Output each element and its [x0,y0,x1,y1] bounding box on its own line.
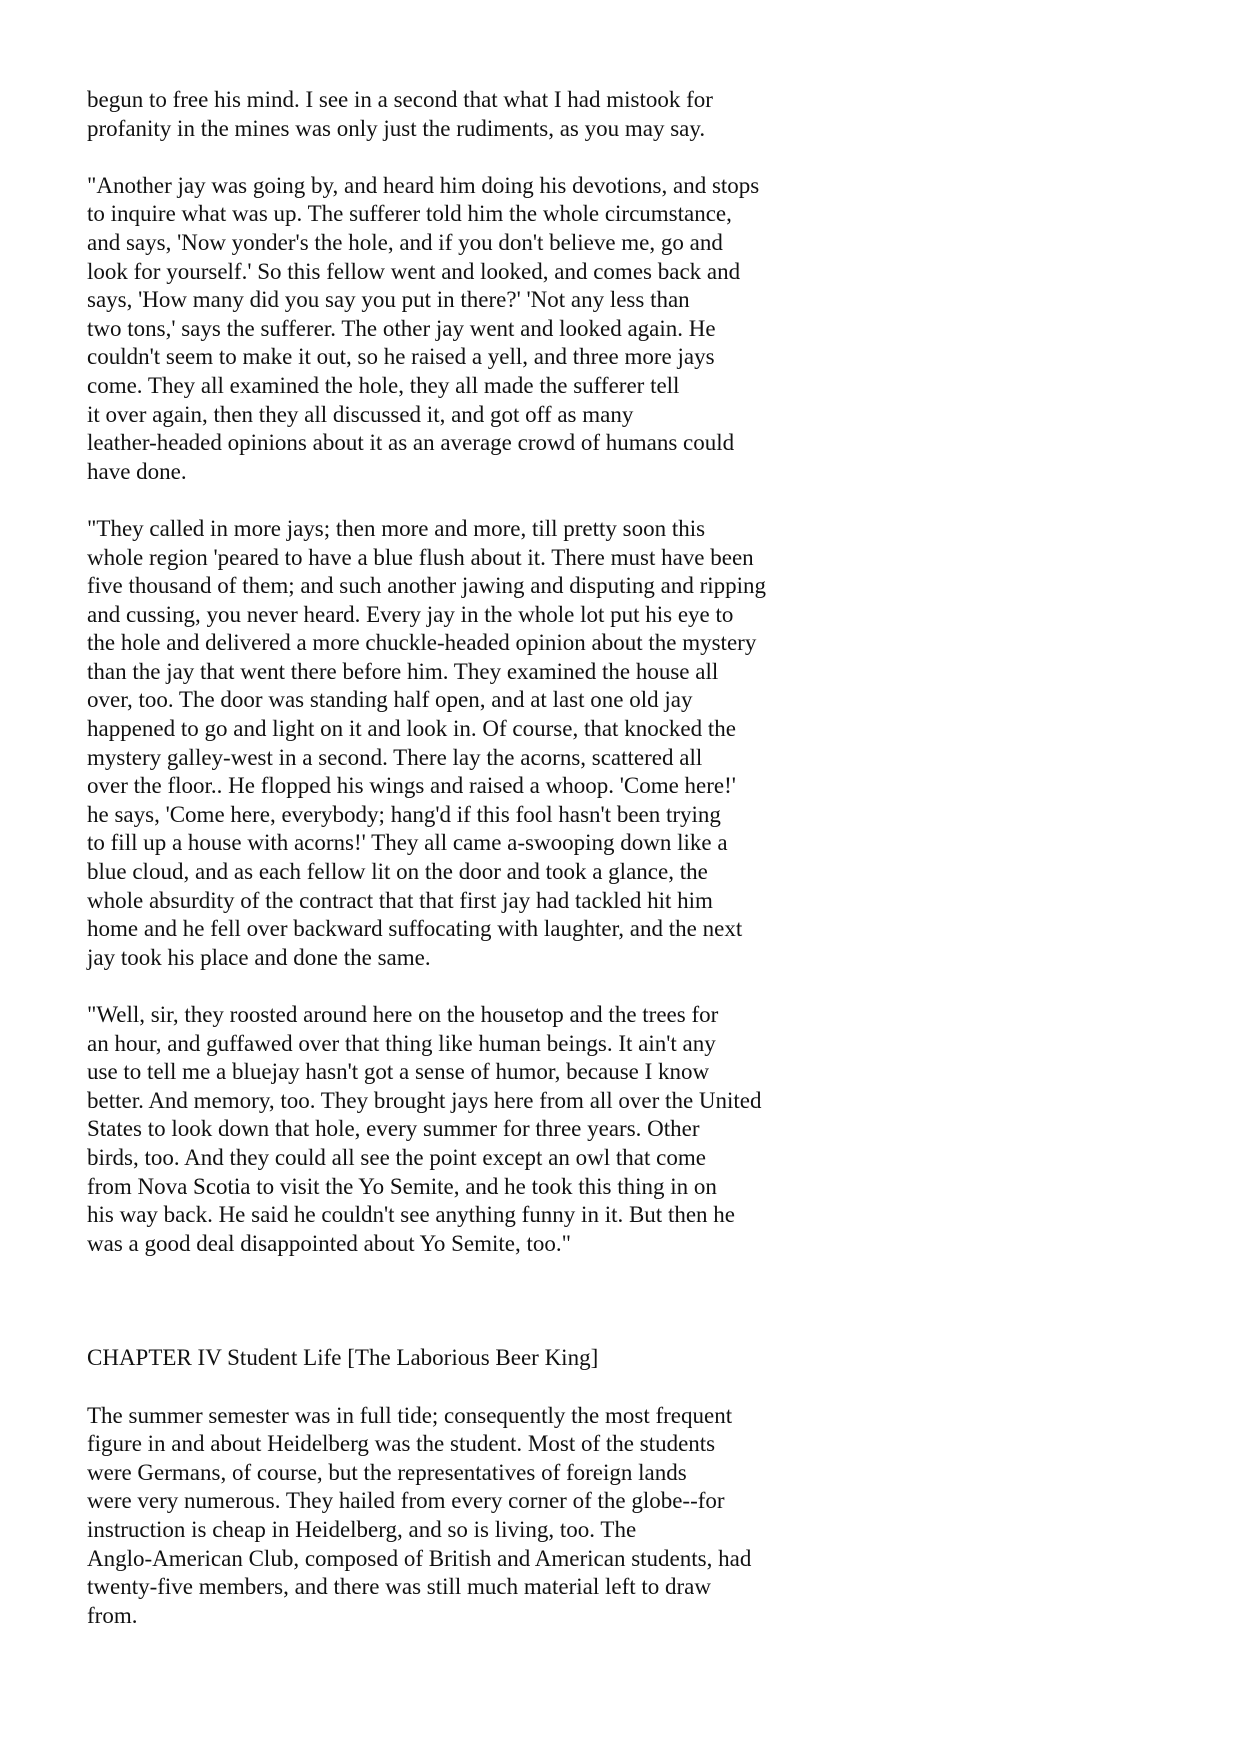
text-line: "They called in more jays; then more and more, till pretty soon this [87,515,706,541]
text-line: was a good deal disappointed about Yo Semite, too." [87,1230,572,1256]
text-line: over the floor.. He flopped his wings and raised a whoop. 'Come here!' [87,773,736,799]
chapter-section [87,1344,1087,1630]
text-line: instruction is cheap in Heidelberg, and so is living, too. The [87,1516,637,1542]
text-line: profanity in the mines was only just the rudiments, as you may say. [87,115,706,141]
text-line: five thousand of them; and such another jawing and disputing and ripping [87,573,767,599]
text-line: twenty-five members, and there was still much material left to draw [87,1574,711,1600]
text-line: Anglo-American Club, composed of British and American students, had [87,1545,752,1571]
text-line: says, 'How many did you say you put in there?' 'Not any less than [87,287,690,313]
text-line: and says, 'Now yonder's the hole, and if you don't believe me, go and [87,229,723,255]
text-line: home and he fell over backward suffocating with laughter, and the next [87,916,743,942]
chapter-heading: CHAPTER IV Student Life [The Laborious Beer King] [87,1345,599,1371]
text-line: from. [87,1602,138,1628]
text-column [87,86,1087,1630]
text-line: it over again, then they all discussed it, and got off as many [87,401,634,427]
text-line: jay took his place and done the same. [87,944,431,970]
text-line: he says, 'Come here, everybody; hang'd if this fool hasn't been trying [87,801,721,827]
text-line: over, too. The door was standing half open, and at last one old jay [87,687,693,713]
text-line: than the jay that went there before him. They examined the house all [87,658,719,684]
text-line: happened to go and light on it and look in. Of course, that knocked the [87,716,736,742]
text-line: States to look down that hole, every summer for three years. Other [87,1116,700,1142]
text-line: come. They all examined the hole, they all made the sufferer tell [87,372,680,398]
text-line: leather-headed opinions about it as an average crowd of humans could [87,430,735,456]
paragraph [87,1402,1087,1631]
paragraph [87,1001,1087,1258]
paragraph [87,86,1087,143]
text-line: were Germans, of course, but the representatives of foreign lands [87,1459,687,1485]
text-line: whole absurdity of the contract that that first jay had tackled hit him [87,887,713,913]
paragraph [87,515,1087,973]
text-line: an hour, and guffawed over that thing like human beings. It ain't any [87,1030,716,1056]
text-line: were very numerous. They hailed from every corner of the globe--for [87,1488,725,1514]
text-line: from Nova Scotia to visit the Yo Semite, and he took this thing in on [87,1173,717,1199]
text-line: couldn't seem to make it out, so he raised a yell, and three more jays [87,344,715,370]
text-line: his way back. He said he couldn't see anything funny in it. But then he [87,1202,736,1228]
paragraph [87,172,1087,487]
text-line: begun to free his mind. I see in a second that what I had mistook for [87,87,713,112]
text-line: better. And memory, too. They brought jays here from all over the United [87,1087,762,1113]
text-line: The summer semester was in full tide; consequently the most frequent [87,1402,733,1428]
text-line: use to tell me a bluejay hasn't got a sense of humor, because I know [87,1059,710,1085]
text-line: "Well, sir, they roosted around here on the housetop and the trees for [87,1002,719,1027]
text-line: mystery galley-west in a second. There lay the acorns, scattered all [87,744,703,770]
text-line: "Another jay was going by, and heard him doing his devotions, and stops [87,172,760,198]
text-line: birds, too. And they could all see the point except an owl that come [87,1144,706,1170]
text-line: have done. [87,458,187,484]
text-line: two tons,' says the sufferer. The other jay went and looked again. He [87,315,716,341]
text-line: blue cloud, and as each fellow lit on the door and took a glance, the [87,859,708,885]
text-line: and cussing, you never heard. Every jay in the whole lot put his eye to [87,601,734,627]
text-line: to inquire what was up. The sufferer told him the whole circumstance, [87,201,732,227]
text-line: whole region 'peared to have a blue flush about it. There must have been [87,544,754,570]
text-line: figure in and about Heidelberg was the student. Most of the students [87,1431,716,1457]
text-line: look for yourself.' So this fellow went and looked, and comes back and [87,258,741,284]
text-line: the hole and delivered a more chuckle-headed opinion about the mystery [87,630,757,656]
text-line: to fill up a house with acorns!' They all came a-swooping down like a [87,830,728,856]
